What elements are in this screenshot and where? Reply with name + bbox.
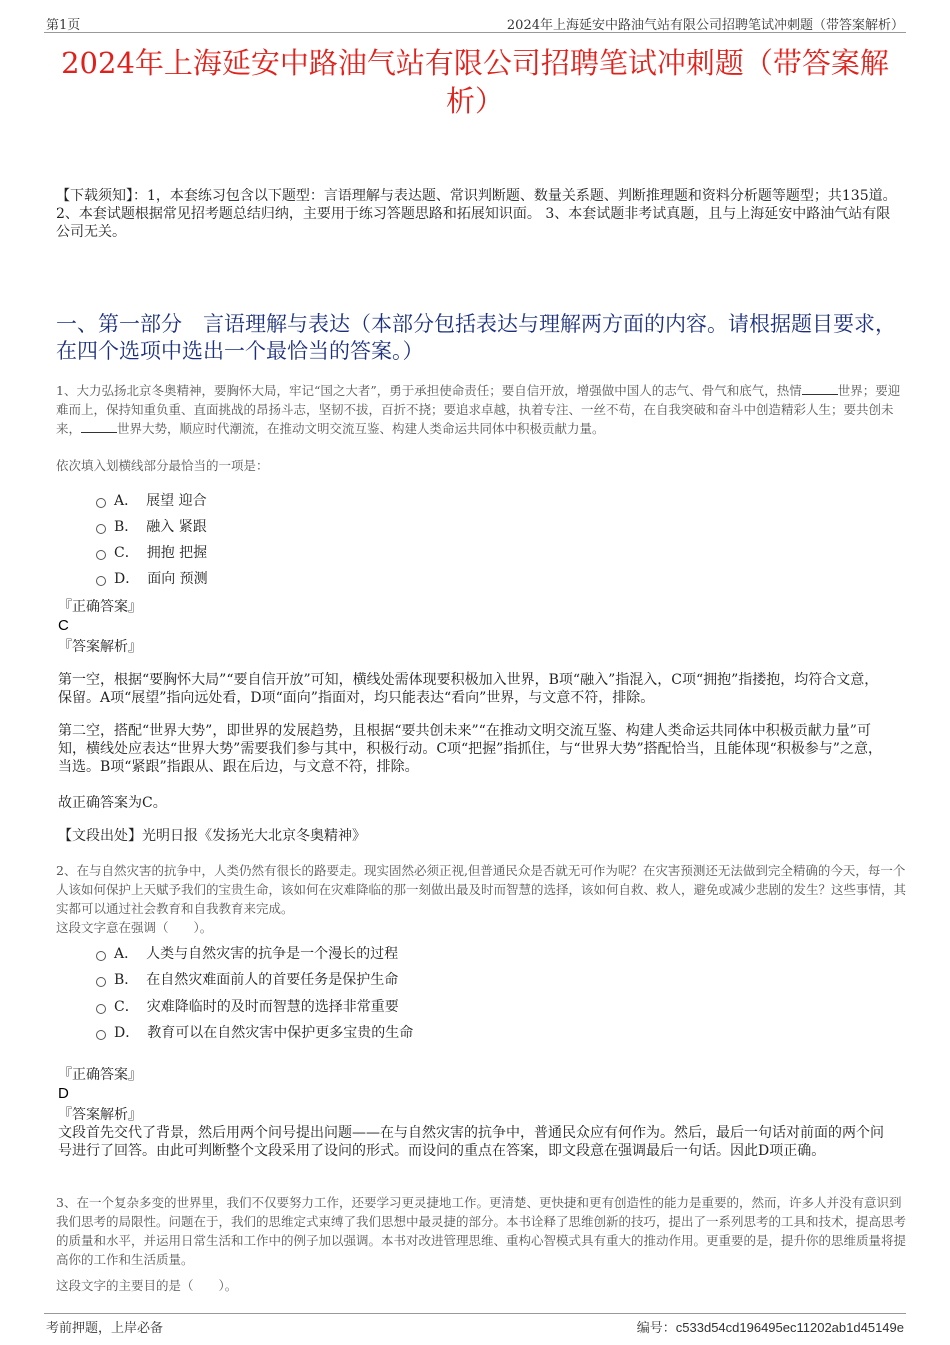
question-1-conclusion: 故正确答案为C。 (58, 795, 167, 811)
question-1-source: 【文段出处】光明日报《发扬光大北京冬奥精神》 (58, 828, 366, 844)
question-3-prompt: 这段文字的主要目的是（ ）。 (56, 1278, 238, 1293)
question-1-option-d[interactable]: D． 面向 预测 (96, 569, 208, 589)
footer-slogan: 考前押题，上岸必备 (46, 1321, 164, 1336)
question-3-text: 3、在一个复杂多变的世界里，我们不仅要努力工作，还要学习更灵捷地工作。更清楚、更快捷和更有创造性的能力是重要的，然而，许多人并没有意识到我们思考的局限性。问题在于，我们的思维定式束缚了我们思想中最灵捷的部分。本书诠释了思维创新的技巧，提出了一系列思考的工具和技术，提高思考的质量和水平，并运用日常生活和工作中的例子加以强调。本书对改进管理思维、重构心智模式具有重大的推动作用。更重要的是，提升你的思维质量将提高你的工作和生活质量。 (56, 1195, 907, 1267)
question-2-option-c[interactable]: C． 灾难降临时的及时而智慧的选择非常重要 (96, 997, 399, 1017)
question-2-answer-label: 『正确答案』 (58, 1067, 142, 1083)
download-notice: 【下载须知】：1，本套练习包含以下题型：言语理解与表达题、常识判断题、数量关系题、判断推理题和资料分析题等题型；共135道。 2、本套试题根据常见招考题总结归纳，主要用于练习答题思路和拓展知识面。 3、本套试题非考试真题，且与上海延安中路油气站有限公司无关。 (56, 188, 897, 240)
question-2-option-d[interactable]: D． 教育可以在自然灾害中保护更多宝贵的生命 (96, 1023, 413, 1043)
page-number: 第1页 (46, 18, 81, 33)
question-1-analysis-1: 第一空，根据“要胸怀大局”“要自信开放”可知，横线处需体现要积极加入世界，B项“融入”指混入，C项“拥抱”指搂抱，均符合文意，保留。A项“展望”指向远处看，D项“面向”指面对，均只能表达“看向”世界，与文意不符，排除。 (58, 672, 879, 706)
page-footer (44, 1313, 906, 1334)
radio-icon[interactable] (96, 524, 106, 534)
question-1-answer-label: 『正确答案』 (58, 599, 142, 615)
section-title: 一、第一部分 言语理解与表达（本部分包括表达与理解两方面的内容。请根据题目要求，在四个选项中选出一个最恰当的答案。） (56, 312, 896, 363)
question-1-prompt: 依次填入划横线部分最恰当的一项是： (56, 458, 269, 473)
fill-blank-1 (802, 382, 838, 395)
fill-blank-2 (81, 420, 117, 433)
question-1-analysis-2: 第二空，搭配“世界大势”，即世界的发展趋势，且根据“要共创未来”“在推动文明交流互鉴、构建人类命运共同体中积极贡献力量”可知，横线处应表达“世界大势”需要我们参与其中，积极行动。C项“把握”指抓住，与“世界大势”搭配恰当，且能体现“积极参与”之意，当选。B项“紧跟”指跟从、跟在后边，与文意不符，排除。 (58, 723, 882, 775)
question-2-analysis-label: 『答案解析』 (58, 1107, 142, 1123)
question-1-option-a[interactable]: A． 展望 迎合 (96, 491, 207, 511)
question-2-analysis: 文段首先交代了背景，然后用两个问号提出问题——在与自然灾害的抗争中，普通民众应有何作为。然后，最后一句话对前面的两个问号进行了回答。由此可判断整个文段采用了设问的形式。而设问的重点在答案，即文段意在强调最后一句话。因此D项正确。 (58, 1125, 884, 1159)
document-title: 2024年上海延安中路油气站有限公司招聘笔试冲刺题（带答案解析） (61, 46, 889, 118)
question-2-option-b[interactable]: B． 在自然灾难面前人的首要任务是保护生命 (96, 970, 398, 990)
radio-icon[interactable] (96, 977, 106, 987)
radio-icon[interactable] (96, 1030, 106, 1040)
question-1-option-b[interactable]: B． 融入 紧跟 (96, 517, 207, 537)
question-2-option-a[interactable]: A． 人类与自然灾害的抗争是一个漫长的过程 (96, 944, 398, 964)
question-1-answer: C (58, 617, 69, 634)
question-1-analysis-label: 『答案解析』 (58, 639, 142, 655)
header-doc-title: 2024年上海延安中路油气站有限公司招聘笔试冲刺题（带答案解析） (506, 18, 904, 33)
question-2-prompt: 这段文字意在强调（ ）。 (56, 920, 213, 935)
question-2-text: 2、在与自然灾害的抗争中，人类仍然有很长的路要走。现实固然必须正视,但普通民众是否就无可作为呢？在灾害预测还无法做到完全精确的今天，每一个人该如何保护上天赋予我们的宝贵生命，该如何在灾难降临的那一刻做出最及时而智慧的选择，该如何自救、救人，避免或减少悲剧的发生？这些事情，其实都可以通过社会教育和自我教育来完成。 (56, 863, 907, 916)
question-1-text: 1、大力弘扬北京冬奥精神，要胸怀大局，牢记“国之大者”，勇于承担使命责任；要自信开放，增强做中国人的志气、骨气和底气，热情 世界；要迎难而上，保持知重负重、直面挑战的昂扬斗志，坚韧不拔，百折不挠；要追求卓越，执着专注、一丝不苟，在自我突破和奋斗中创造精彩人生；要共创未来， 世界大势，顺应时代潮流，在推动文明交流互鉴、构建人类命运共同体中积极贡献力量。 (56, 383, 901, 436)
question-1-option-c[interactable]: C． 拥抱 把握 (96, 543, 207, 563)
radio-icon[interactable] (96, 498, 106, 508)
radio-icon[interactable] (96, 951, 106, 961)
page-header (44, 14, 906, 33)
question-2-answer: D (58, 1085, 69, 1102)
radio-icon[interactable] (96, 550, 106, 560)
footer-code: 编号：c533d54cd196495ec11202ab1d45149e (636, 1320, 904, 1336)
radio-icon[interactable] (96, 1004, 106, 1014)
radio-icon[interactable] (96, 576, 106, 586)
